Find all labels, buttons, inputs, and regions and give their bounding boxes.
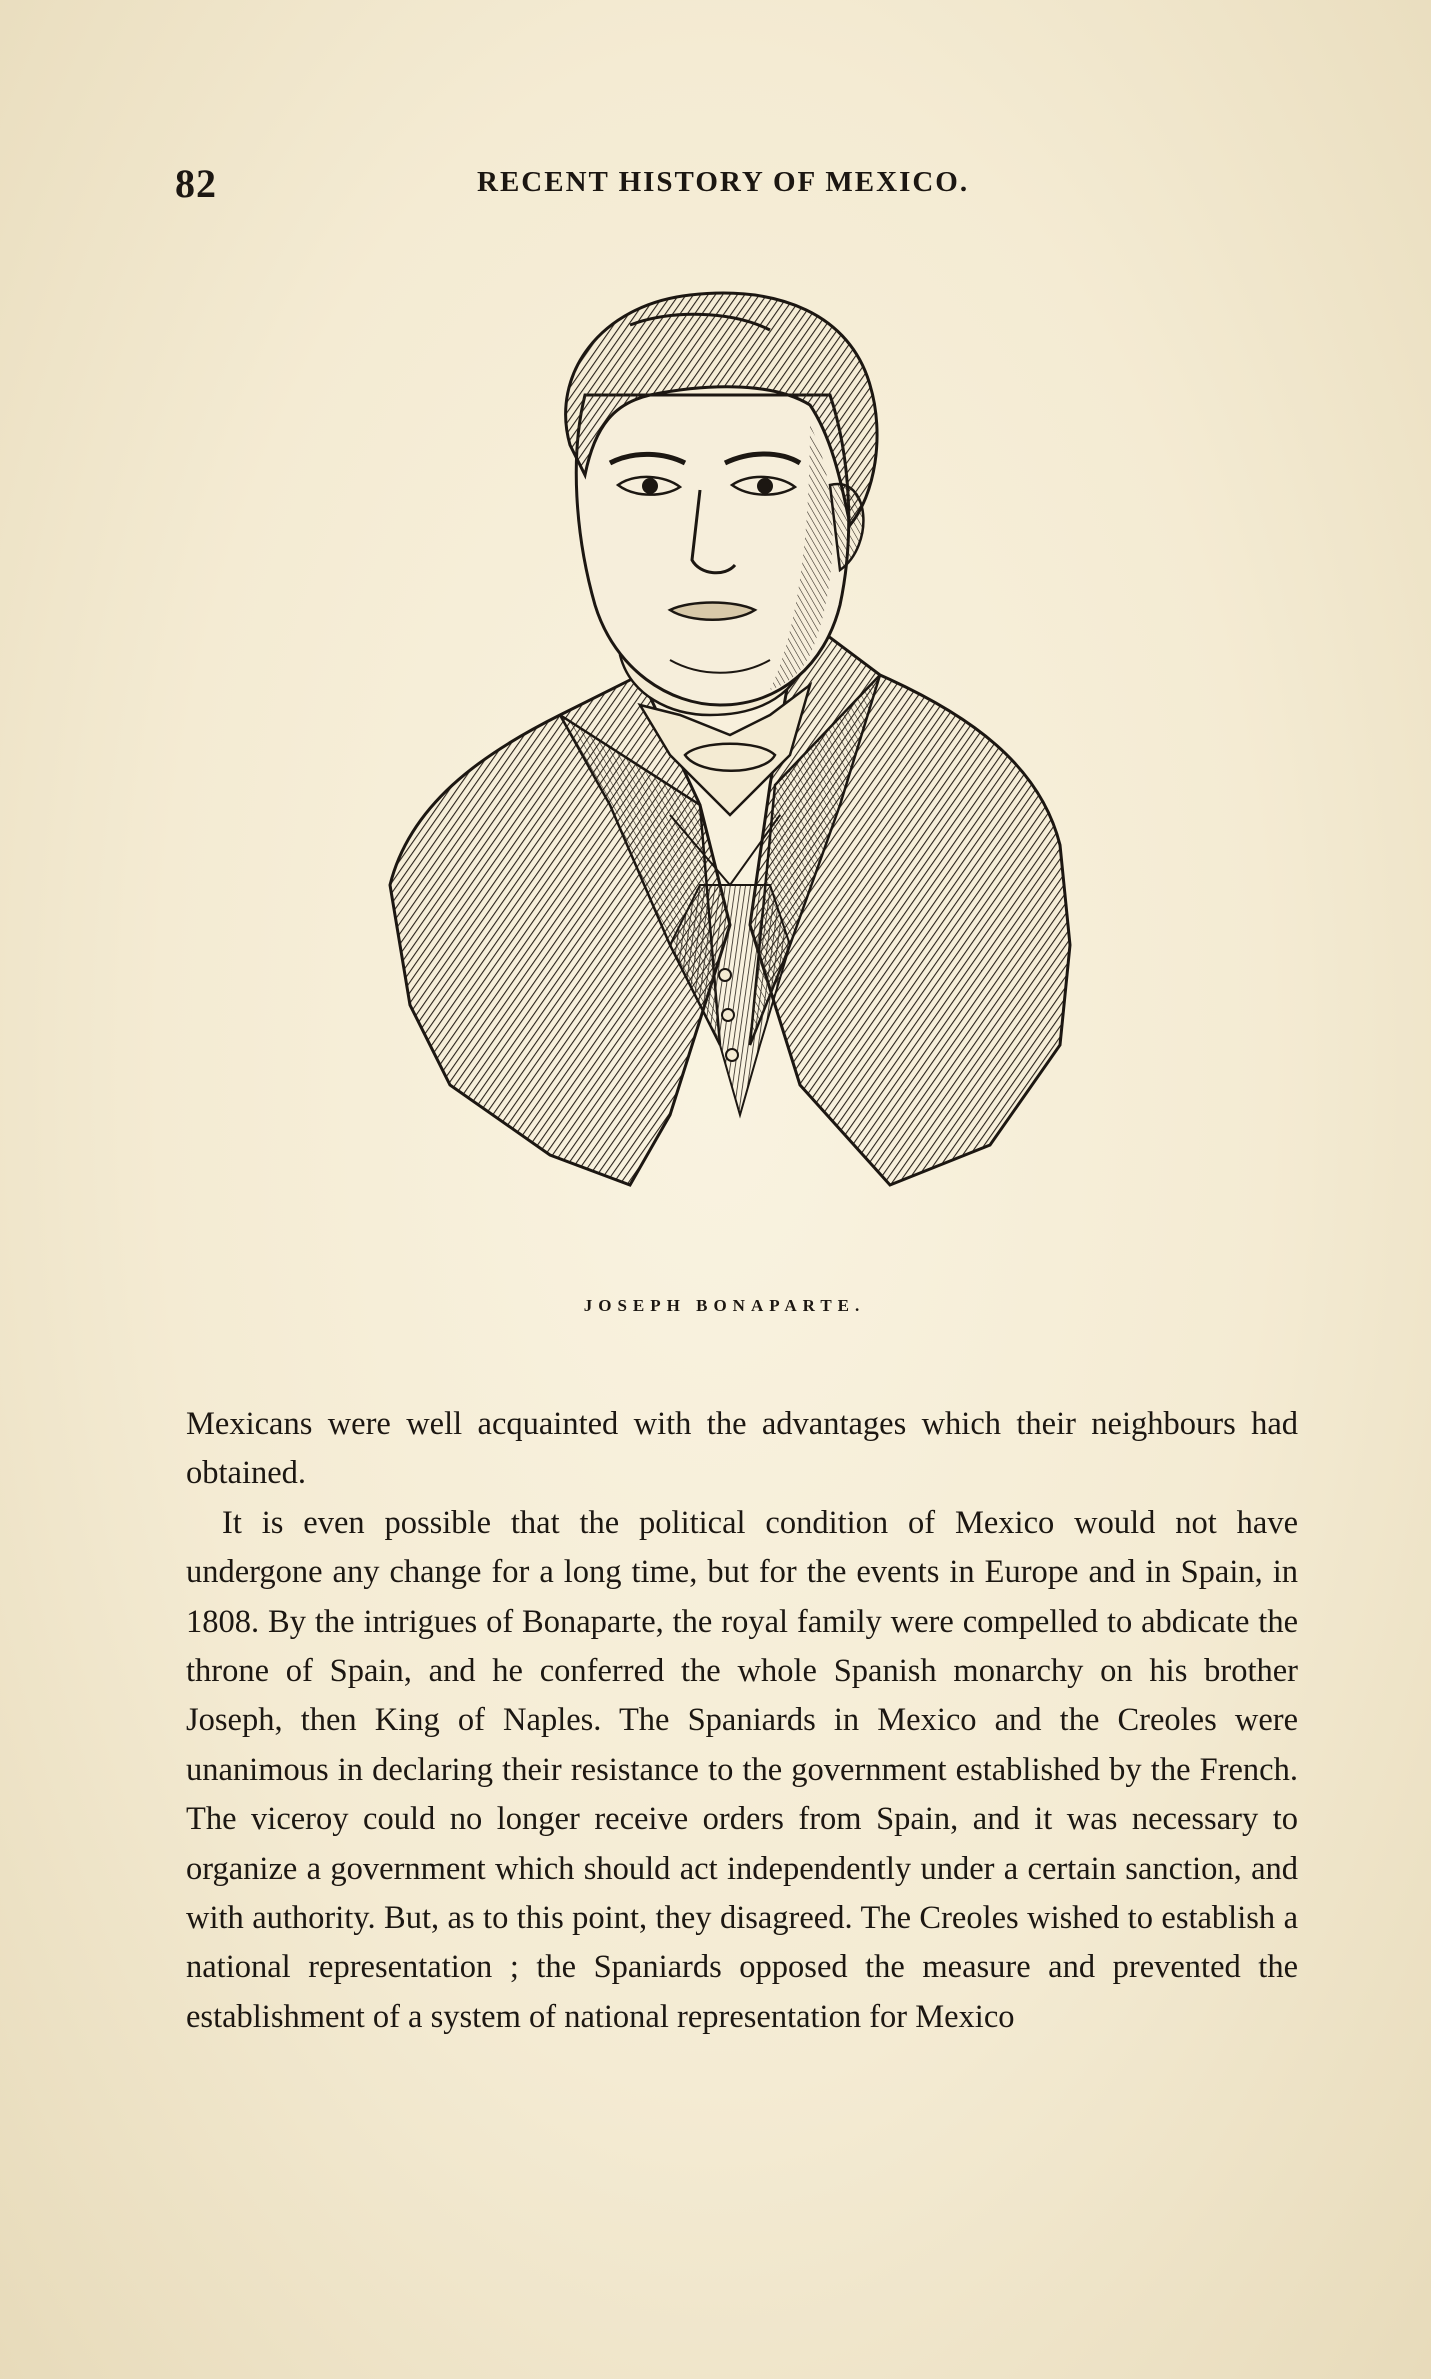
portrait-engraving [370,285,1090,1270]
page-number: 82 [175,161,217,206]
paragraph: It is even possible that the political condition of Mexico would not have undergone any change for a long time, but for the events in Europe and in Spain, in 1808. By the intrigues of Bonaparte, the royal family were compelled to abdicate the throne of Spain, and he conferred the whole Spanish monarchy on his brother Joseph, then King of Naples. The Spaniards in Mexico and the Creoles were unanimous in declaring their resistance to the government established by the French. The viceroy could no longer receive orders from Spain, and it was necessary to organize a government which should act independently under a certain sanction, and with authority. But, as to this point, they disagreed. The Creoles wished to establish a national representation ; the Spaniards opposed the measure and prevented the establishment of a system of national representation for Mexico [186,1504,1298,2035]
figure-caption: JOSEPH BONAPARTE. [583,1296,866,1315]
page-header [175,158,1305,218]
body-text [186,1400,1298,2042]
paragraph: Mexicans were well acquainted with the advantages which their neighbours had obtained. [186,1406,1298,1492]
running-head: RECENT HISTORY OF MEXICO. [477,166,970,198]
